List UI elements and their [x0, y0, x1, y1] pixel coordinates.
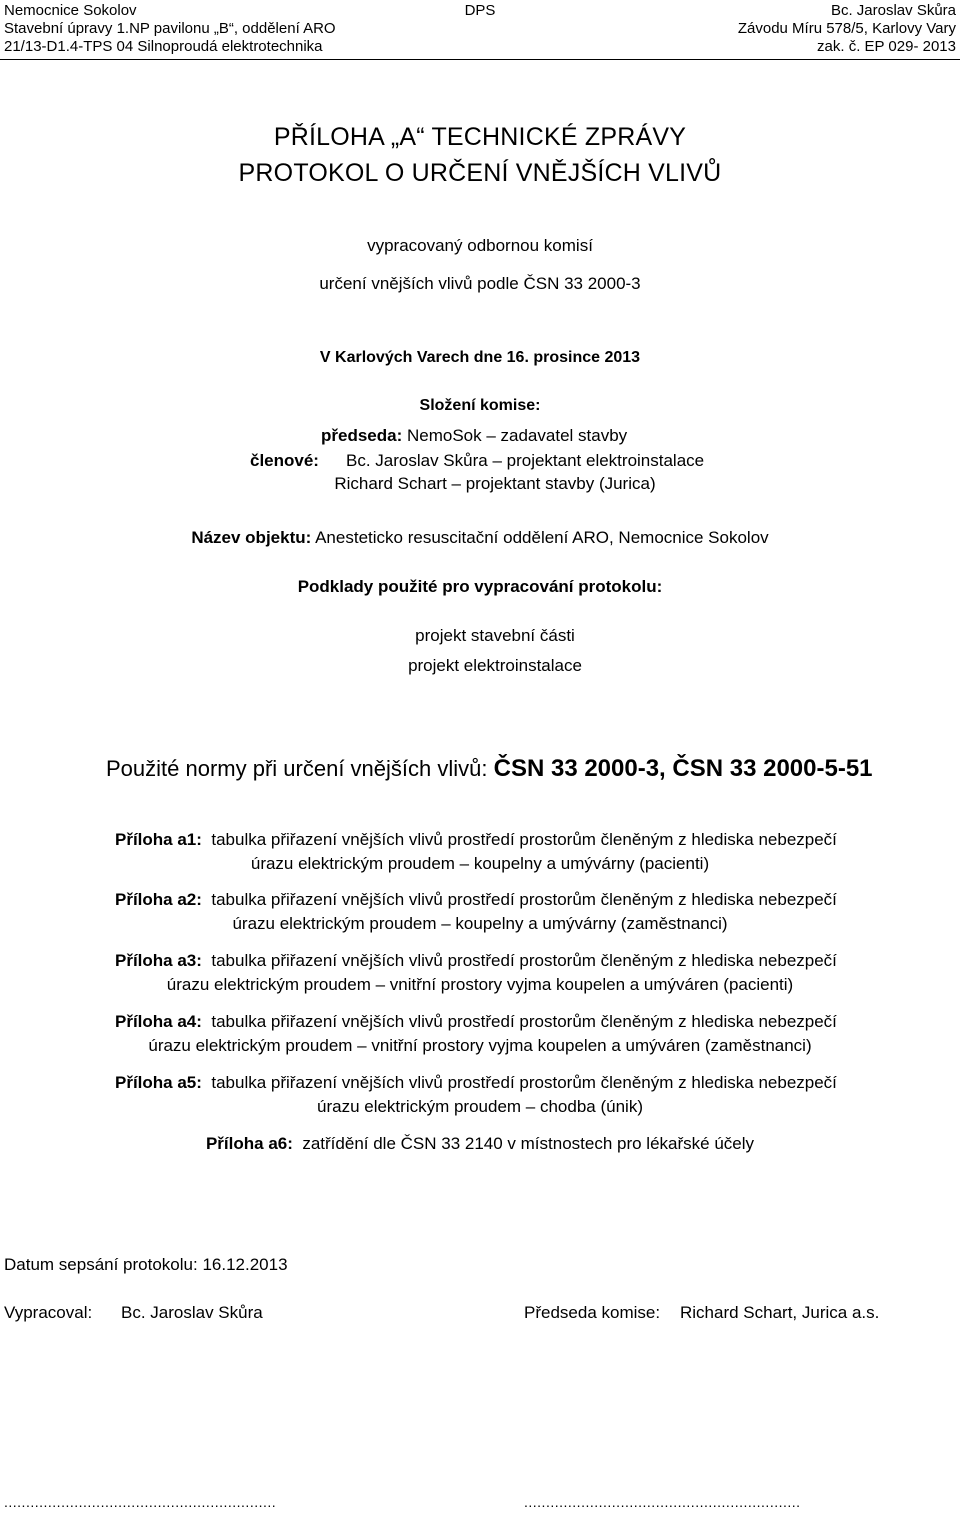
standards-used	[106, 756, 873, 782]
document-title: PŘÍLOHA „A“ TECHNICKÉ ZPRÁVY	[273, 123, 687, 151]
header-section: 21/13-D1.4-TPS 04 Silnoproudá elektrotechnika	[4, 38, 323, 55]
standards-label: Použité normy při určení vnějších vlivů:	[106, 756, 488, 781]
header-divider	[0, 59, 960, 60]
header-address: Závodu Míru 578/5, Karlovy Vary	[737, 20, 956, 37]
chair-value: NemoSok – zadavatel stavby	[406, 426, 628, 445]
protocol-date	[4, 1255, 288, 1275]
header-stage: DPS	[464, 2, 496, 19]
prepared-by-label: Vypracoval:	[4, 1303, 93, 1322]
attachment-desc: tabulka přiřazení vnějších vlivů prostředí prostorům členěným z hlediska nebezpečí	[211, 1012, 837, 1031]
attachment-desc-cont: úrazu elektrickým proudem – chodba (únik)	[317, 1097, 643, 1116]
attachment-desc: tabulka přiřazení vnějších vlivů prostředí prostorům členěným z hlediska nebezpečí	[211, 1073, 837, 1092]
standards-value: ČSN 33 2000-3, ČSN 33 2000-5-51	[493, 755, 873, 782]
protocol-date-label: Datum sepsání protokolu:	[4, 1255, 198, 1274]
place-date: V Karlových Varech dne 16. prosince 2013	[319, 349, 641, 366]
attachment-desc: zatřídění dle ČSN 33 2140 v místnostech pro lékařské účely	[302, 1134, 755, 1153]
header-hospital: Nemocnice Sokolov	[4, 2, 137, 19]
committee-chair	[321, 426, 627, 446]
attachment-desc-cont: úrazu elektrickým proudem – vnitřní prostory vyjma koupelen a umýváren (zaměstnanci)	[148, 1036, 812, 1055]
chair-label: předseda:	[321, 426, 403, 445]
attachment-desc: tabulka přiřazení vnějších vlivů prostředí prostorům členěným z hlediska nebezpečí	[211, 830, 837, 849]
sources-heading: Podklady použité pro vypracování protokolu:	[297, 577, 663, 596]
attachment-desc: tabulka přiřazení vnějších vlivů prostředí prostorům členěným z hlediska nebezpečí	[211, 951, 837, 970]
document-subtitle: PROTOKOL O URČENÍ VNĚJŠÍCH VLIVŮ	[238, 159, 722, 187]
committee-heading: Složení komise:	[419, 397, 541, 414]
attachment-desc-cont: úrazu elektrickým proudem – koupelny a umývárny (zaměstnanci)	[232, 914, 728, 933]
signature-line-left: ..............................................................	[4, 1494, 277, 1510]
attachment-desc: tabulka přiřazení vnějších vlivů prostředí prostorům členěným z hlediska nebezpečí	[211, 890, 837, 909]
header-author: Bc. Jaroslav Skůra	[830, 2, 956, 19]
members-label: členové:	[250, 451, 319, 470]
chair-signature-label: Předseda komise:	[524, 1303, 661, 1322]
source-item: projekt stavební části	[415, 626, 575, 645]
prepared-by-line: vypracovaný odbornou komisí	[367, 236, 593, 255]
signature-line-right: ...............................................................	[524, 1494, 801, 1510]
attachment-label: Příloha a6:	[205, 1134, 293, 1153]
standard-line: určení vnějších vlivů podle ČSN 33 2000-3	[319, 274, 641, 293]
member-1: Bc. Jaroslav Skůra – projektant elektroinstalace	[346, 451, 705, 470]
header-order-number: zak. č. EP 029- 2013	[817, 38, 956, 55]
source-item: projekt elektroinstalace	[408, 656, 582, 675]
attachment-label: Příloha a2:	[115, 890, 202, 909]
header-right	[738, 2, 956, 56]
header-project: Stavební úpravy 1.NP pavilonu „B“, oddělení ARO	[4, 20, 336, 37]
chair-signature-name: Richard Schart, Jurica a.s.	[680, 1303, 880, 1322]
attachment-label: Příloha a5:	[115, 1073, 202, 1092]
attachment-label: Příloha a4:	[115, 1012, 202, 1031]
attachment-label: Příloha a3:	[115, 951, 202, 970]
protocol-date-value: 16.12.2013	[202, 1255, 288, 1274]
attachment-desc-cont: úrazu elektrickým proudem – vnitřní prostory vyjma koupelen a umýváren (pacienti)	[166, 975, 794, 994]
member-2: Richard Schart – projektant stavby (Jurica)	[334, 474, 656, 493]
attachment-a6	[0, 1133, 960, 1155]
object-label: Název objektu:	[191, 528, 312, 547]
attachment-desc-cont: úrazu elektrickým proudem – koupelny a umývárny (pacienti)	[250, 854, 710, 873]
object-value: Anesteticko resuscitační oddělení ARO, Nemocnice Sokolov	[315, 528, 769, 547]
attachment-label: Příloha a1:	[115, 830, 202, 849]
object-name	[0, 528, 960, 548]
prepared-by-name: Bc. Jaroslav Skůra	[121, 1303, 263, 1322]
